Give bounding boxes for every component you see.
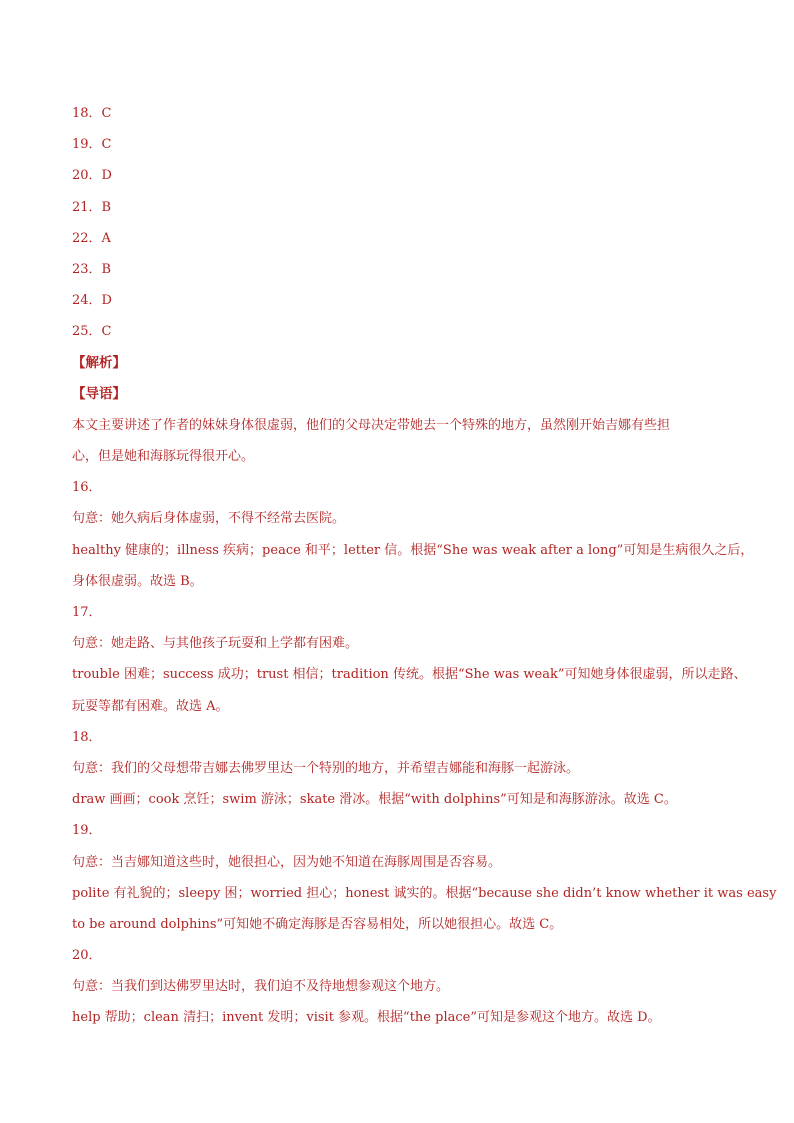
question-number: 20． bbox=[72, 948, 102, 964]
document-content bbox=[72, 98, 777, 1034]
sentence-meaning: 句意：她走路、与其他孩子玩耍和上学都有困难。 bbox=[72, 636, 359, 652]
explanation-line: 玩耍等都有困难。故选 A。 bbox=[72, 698, 229, 714]
question-number: 18． bbox=[72, 729, 102, 745]
answer-item: 23．B bbox=[72, 261, 112, 277]
answer-item: 24．D bbox=[72, 293, 112, 309]
answer-item: 22．A bbox=[72, 230, 111, 246]
answer-item: 20．D bbox=[72, 168, 112, 184]
intro-text-line: 心，但是她和海豚玩得很开心。 bbox=[72, 449, 255, 465]
answer-item: 25．C bbox=[72, 324, 112, 340]
explanation-line: polite 有礼貌的；sleepy 困；worried 担心；honest 诚实的。根据“because she didn’t know whether it was easy bbox=[72, 885, 777, 901]
explanation-line: trouble 困难；success 成功；trust 相信；tradition 传统。根据“She was weak”可知她身体很虚弱，所以走路、 bbox=[72, 667, 747, 683]
question-number: 16． bbox=[72, 480, 102, 496]
analysis-heading: 【解析】 bbox=[72, 354, 126, 371]
explanation-line: 身体很虚弱。故选 B。 bbox=[72, 573, 203, 589]
question-number: 17． bbox=[72, 605, 102, 620]
answer-item: 18．C bbox=[72, 106, 112, 121]
answer-item: 19．C bbox=[72, 137, 112, 153]
intro-text-line: 本文主要讲述了作者的妹妹身体很虚弱，他们的父母决定带她去一个特殊的地方，虽然刚开始吉娜有些担 bbox=[72, 417, 671, 433]
sentence-meaning: 句意：当吉娜知道这些时，她很担心，因为她不知道在海豚周围是否容易。 bbox=[72, 854, 502, 870]
intro-heading: 【导语】 bbox=[72, 385, 126, 402]
explanation-line: to be around dolphins”可知她不确定海豚是否容易相处，所以她很担心。故选 C。 bbox=[72, 916, 563, 932]
explanation-line: help 帮助；clean 清扫；invent 发明；visit 参观。根据“the place”可知是参观这个地方。故选 D。 bbox=[72, 1010, 661, 1026]
sentence-meaning: 句意：我们的父母想带吉娜去佛罗里达一个特别的地方，并希望吉娜能和海豚一起游泳。 bbox=[72, 760, 580, 776]
sentence-meaning: 句意：当我们到达佛罗里达时，我们迫不及待地想参观这个地方。 bbox=[72, 979, 450, 995]
explanation-line: healthy 健康的；illness 疾病；peace 和平；letter 信。根据“She was weak after a long”可知是生病很久之后， bbox=[72, 542, 754, 558]
question-number: 19． bbox=[72, 823, 102, 839]
explanation-line: draw 画画；cook 烹饪；swim 游泳；skate 滑冰。根据“with dolphins”可知是和海豚游泳。故选 C。 bbox=[72, 792, 677, 808]
sentence-meaning: 句意：她久病后身体虚弱，不得不经常去医院。 bbox=[72, 511, 346, 527]
answer-item: 21．B bbox=[72, 199, 112, 215]
